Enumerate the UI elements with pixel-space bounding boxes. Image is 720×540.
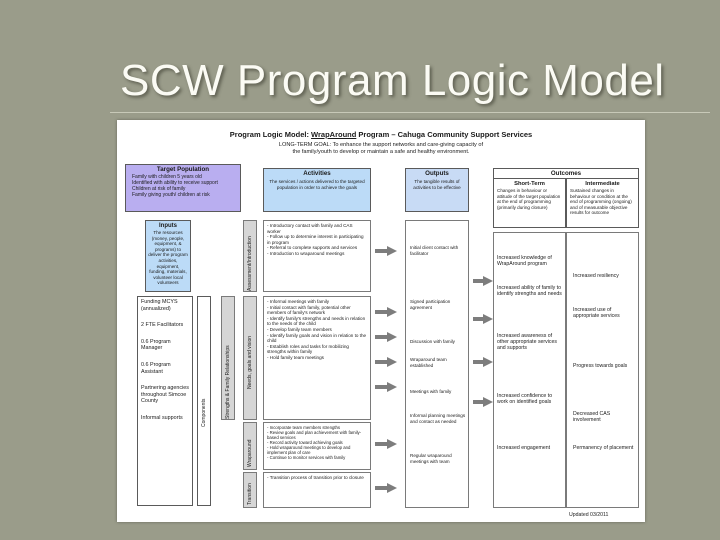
resource-item: Funding MCYS (annualized) (141, 299, 178, 312)
short-term-label: Short-Term (514, 181, 545, 187)
short-term-item: Increased knowledge of WrapAround program (497, 255, 552, 268)
short-term-item: Increased ability of family to identify strengths and needs (497, 285, 562, 298)
logic-model-document (117, 120, 645, 522)
intermediate-item: Increased use of appropriate services (573, 307, 620, 320)
output-item: Meetings with family (410, 389, 452, 394)
resource-item: 0.6 Program Assistant (141, 361, 171, 375)
phase-strip (243, 296, 257, 420)
activities-group (263, 220, 371, 292)
inputs-text: The resources (money, people, equipment, & programs) to deliver the program activities, equipment, funding, materials, volunteer local volunteers (148, 230, 188, 286)
flow-arrow (387, 246, 397, 256)
activities-group (263, 296, 371, 420)
short-term-column (493, 232, 566, 508)
target-population-box (125, 164, 241, 212)
flow-arrow (387, 483, 397, 493)
target-item: Identified with ability to receive support (132, 180, 218, 186)
activities-title: Activities (303, 170, 331, 177)
inputs-box (145, 220, 191, 292)
intermediate-label: Intermediate (585, 181, 620, 187)
output-item: Regular wraparound meetings with team (410, 453, 452, 464)
phase-strip (243, 422, 257, 470)
phase-label: Strengths & Family Relationships (225, 345, 231, 419)
outcomes-title: Outcomes (550, 170, 582, 177)
outputs-column (405, 220, 469, 508)
goal-line-2: the family/youth to develop or maintain a safe and healthy environment. (292, 149, 470, 155)
outcomes-short-header (493, 178, 566, 228)
flow-arrow (483, 397, 493, 407)
target-list (132, 174, 236, 198)
flow-arrow (387, 439, 397, 449)
activities-text: - Transition process of transition prior to closure (267, 475, 364, 480)
intermediate-item: Decreased CAS involvement (573, 411, 611, 424)
header-prefix: Program Logic Model: (229, 130, 309, 139)
outputs-desc: The tangible results of activities to be effective (413, 179, 461, 190)
flow-arrow (483, 357, 493, 367)
updated-date: Updated 03/2011 (569, 512, 609, 518)
intermediate-item: Increased resiliency (573, 273, 619, 279)
header-program: WrapAround (311, 130, 357, 139)
resource-item: 0.6 Program Manager (141, 338, 171, 352)
long-term-goal (117, 142, 645, 156)
inputs-title: Inputs (159, 223, 177, 229)
phase-label: Assessment/Introduction (247, 236, 253, 291)
phase-strip (243, 220, 257, 292)
short-term-item: Increased awareness of other appropriate services and supports (497, 333, 557, 352)
flow-arrow (387, 332, 397, 342)
activities-text: - Informal meetings with family - Initial contact with family, potential other members of family's network - Identify family's strengths and needs in relation to the needs of the child - Develop family team members - Identify family goals and vision in relation to the child - Establish roles and tasks for mobilizing strengths within family - Hold family team meetings (267, 299, 367, 360)
activities-group (263, 472, 371, 508)
resource-item: 2 FTE Facilitators (141, 322, 184, 329)
target-item: Family giving youth/ children at risk (132, 192, 210, 198)
resources-column (137, 296, 193, 506)
title-rule (110, 112, 710, 113)
output-item: Wraparound team established (410, 357, 447, 368)
phase-strip (243, 472, 257, 508)
activities-desc: The services / actions delivered to the targeted population in order to achieve the goals (269, 179, 365, 190)
resource-item: Partnering agencies throughout Simcoe County (141, 385, 189, 405)
short-term-item: Increased confidence to work on identified goals (497, 393, 553, 406)
output-item: Initial client contact with facilitator (410, 245, 459, 256)
target-item: Family with children 5 years old (132, 174, 202, 180)
phase-strip (221, 296, 235, 420)
flow-arrow (387, 307, 397, 317)
outcomes-intermediate-header (566, 178, 639, 228)
output-item: Informal planning meetings and contact as needed (410, 413, 466, 424)
flow-arrow (483, 314, 493, 324)
activities-header (263, 168, 371, 212)
intermediate-desc: Sustained changes in behaviour or condition at the end of programming (ongoing) and of measurable objective results for outcome (570, 188, 632, 216)
target-title: Target Population (156, 166, 210, 173)
outcomes-header (493, 168, 639, 178)
flow-arrow (387, 357, 397, 367)
phase-label: Needs, goals and vision (247, 335, 253, 389)
short-term-desc: Changes in behaviour or attitude of the target population at the end of programming (primarily during closure) (497, 188, 561, 210)
short-term-item: Increased engagement (497, 445, 551, 451)
flow-arrow (387, 382, 397, 392)
activities-group (263, 422, 371, 470)
intermediate-item: Permanency of placement (573, 445, 634, 451)
target-item: Children at risk of family (132, 186, 186, 192)
outputs-title: Outputs (425, 170, 449, 177)
output-item: Signed participation agreement (410, 299, 451, 310)
output-item: Discussion with family (410, 339, 455, 344)
components-strip (197, 296, 211, 506)
activities-text: - Introductory contact with family and CAS worker - Follow up to determine interest in participating in program - Referral to complete supports and services - Introduction to wraparound meetings (267, 223, 364, 256)
intermediate-column (566, 232, 639, 508)
outputs-header (405, 168, 469, 212)
intermediate-item: Progress towards goals (573, 363, 628, 369)
resources-list (141, 299, 189, 422)
components-label: Components (201, 398, 207, 427)
flow-arrow (483, 276, 493, 286)
phase-label: Wraparound (247, 439, 253, 467)
slide-title: SCW Program Logic Model (120, 56, 665, 105)
activities-text: - Incorporate team members strengths - Review goals and plan achievement with family-based services - Record activity toward achieving goals - Hold wraparound meetings to develop and implement plan of care - Continue to monitor services with family (267, 425, 362, 460)
header-suffix: Program – Cahuga Community Support Services (358, 130, 533, 139)
resource-item: Informal supports (141, 414, 183, 421)
phase-label: Transition (247, 483, 253, 505)
document-header (117, 130, 645, 139)
goal-line-1: LONG-TERM GOAL: To enhance the support networks and care-giving capacity of (278, 142, 484, 148)
